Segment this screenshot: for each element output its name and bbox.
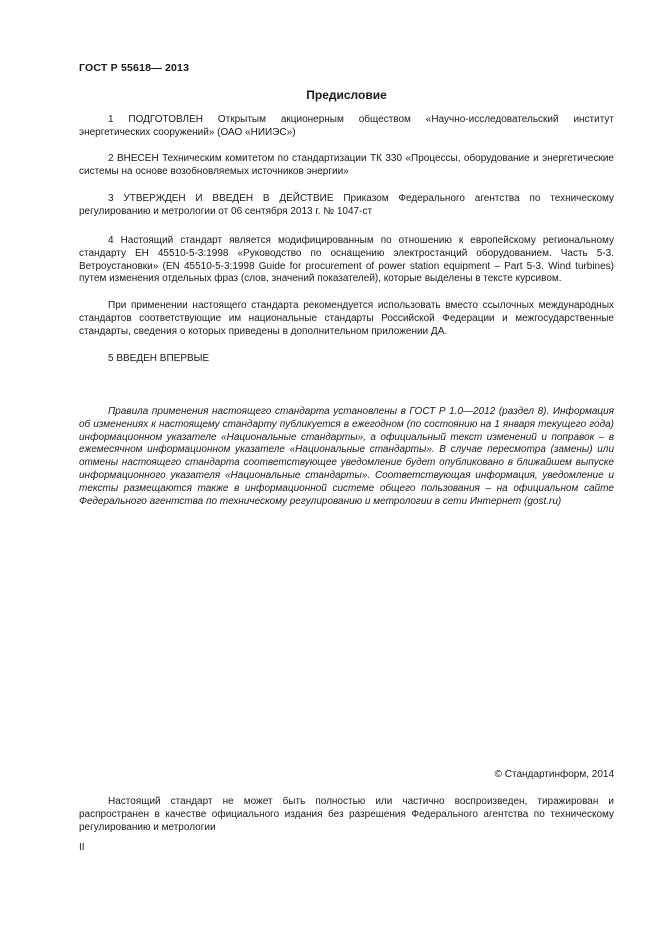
preface-item-4: 4 Настоящий стандарт является модифицированным по отношению к европейскому региональному стандарту ЕН 45510-5-3:1998 «Руководство по оснащению электростанций оборудованием. Часть 5-3. Ветроустановки» (EN 45510-5-3:1998 Guide for procurement of power station equipment – Part 5-3. Wind turbines) путем изменения отдельных фраз (слов, значений показателей), которые выделены в тексте курсивом. xyxy=(79,235,614,285)
rules-note: Правила применения настоящего стандарта установлены в ГОСТ Р 1.0—2012 (раздел 8). Информация об изменениях к настоящему стандарту публикуется в ежегодном (по состоянию на 1 января текущего года) информационном указателе «Национальные стандарты», а официальный текст изменений и поправок – в ежемесячном информационном указателе «Национальные стандарты». В случае пересмотра (замены) или отмены настоящего стандарта соответствующее уведомление будет опубликовано в ближайшем выпуске информационного указателя «Национальные стандарты». Соответствующая информация, уведомление и тексты размещаются также в информационной системе общего пользования – на официальном сайте Федерального агентства по техническому регулированию и метрологии в сети Интернет (gost.ru) xyxy=(79,406,614,507)
reproduction-notice: Настоящий стандарт не может быть полностью или частично воспроизведен, тиражирован и распространен в качестве официального издания без разрешения Федерального агентства по техническому регулированию и метрологии xyxy=(79,796,614,833)
preface-item-1: 1 ПОДГОТОВЛЕН Открытым акционерным обществом «Научно-исследовательский институт энергетических сооружений» (ОАО «НИИЭС») xyxy=(79,114,614,138)
preface-item-4-note: При применении настоящего стандарта рекомендуется использовать вместо ссылочных международных стандартов соответствующие им национальные стандарты Российской Федерации и межгосударственные стандарты, сведения о которых приведены в дополнительном приложении ДА. xyxy=(79,300,614,337)
document-page xyxy=(79,0,614,936)
standard-number: ГОСТ Р 55618— 2013 xyxy=(79,62,190,74)
preface-item-2: 2 ВНЕСЕН Техническим комитетом по стандартизации ТК 330 «Процессы, оборудование и энергетические системы на основе возобновляемых источников энергии» xyxy=(79,153,614,177)
page-number: II xyxy=(79,842,85,853)
preface-item-3: 3 УТВЕРЖДЕН И ВВЕДЕН В ДЕЙСТВИЕ Приказом Федерального агентства по техническому регулированию и метрологии от 06 сентября 2013 г. № 1047-ст xyxy=(79,193,614,217)
preface-title: Предисловие xyxy=(306,88,387,102)
preface-item-5: 5 ВВЕДЕН ВПЕРВЫЕ xyxy=(108,353,210,364)
copyright: © Стандартинформ, 2014 xyxy=(494,769,614,780)
